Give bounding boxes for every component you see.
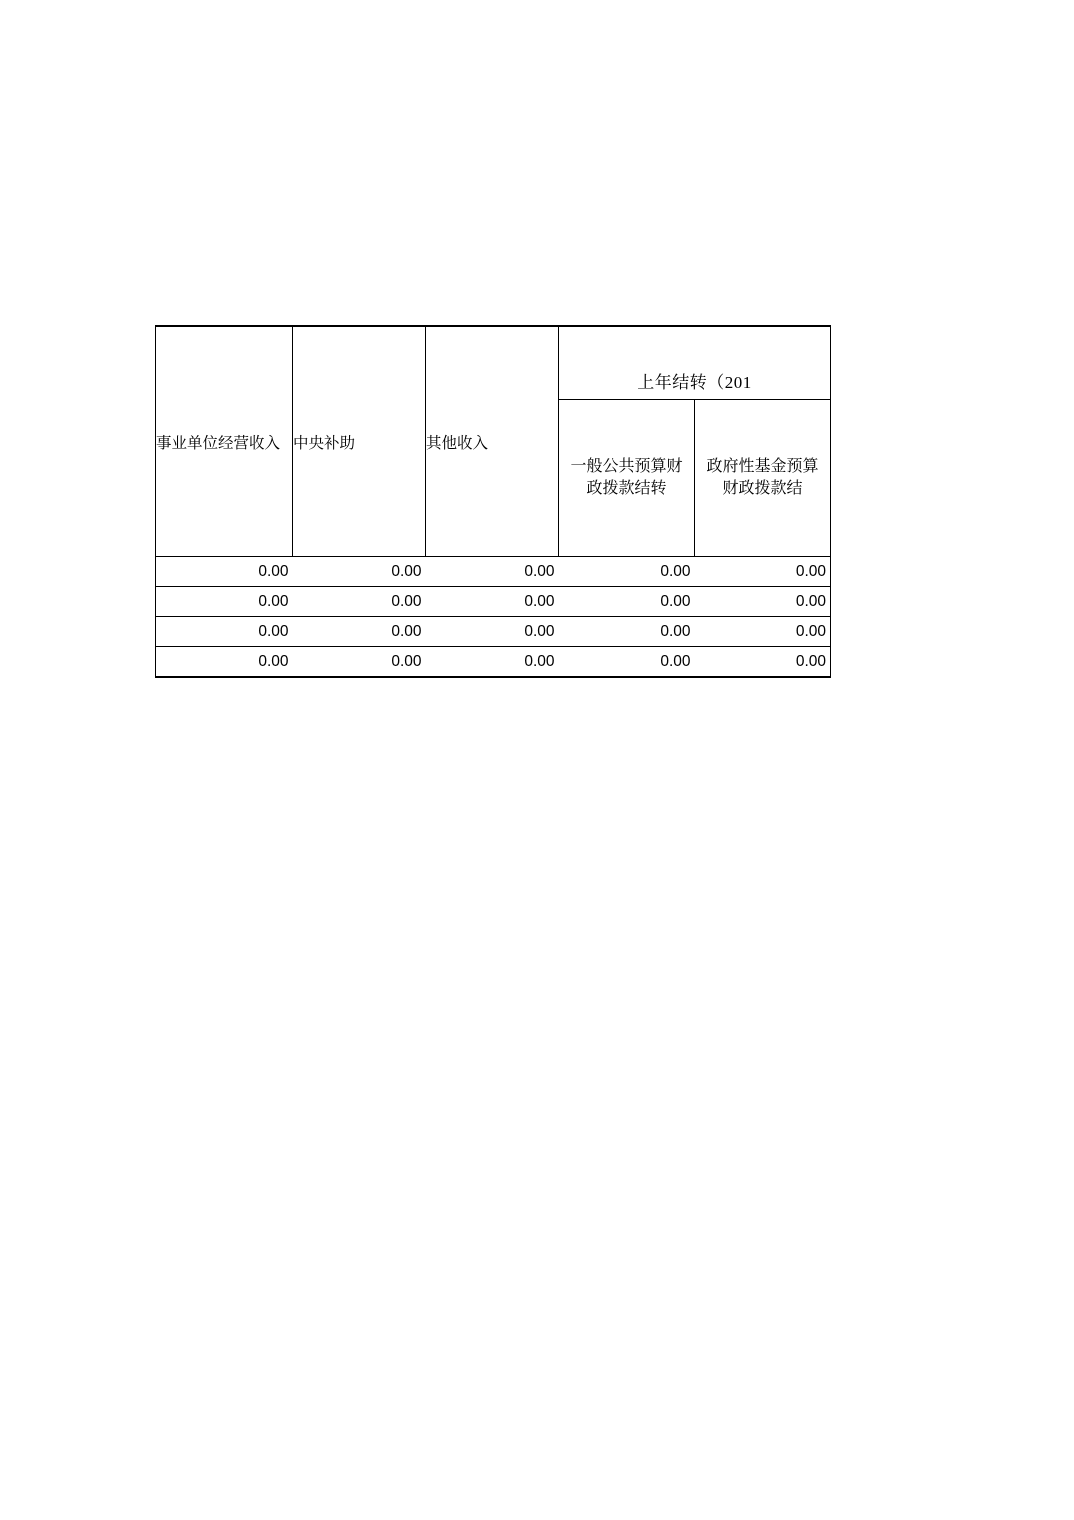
cell-other-income: 0.00 bbox=[426, 557, 559, 587]
cell-other-income: 0.00 bbox=[426, 587, 559, 617]
cell-carryover-general-public-budget: 0.00 bbox=[559, 557, 695, 587]
header-cell-carryover-government-fund-budget bbox=[695, 400, 831, 557]
cell-operating-income: 0.00 bbox=[156, 587, 293, 617]
table-group-header-row bbox=[156, 326, 831, 400]
table-row bbox=[156, 647, 831, 678]
cell-carryover-general-public-budget: 0.00 bbox=[559, 617, 695, 647]
cell-central-subsidy: 0.00 bbox=[293, 557, 426, 587]
cell-other-income: 0.00 bbox=[426, 647, 559, 678]
budget-table bbox=[155, 325, 831, 678]
cell-carryover-government-fund-budget: 0.00 bbox=[695, 557, 831, 587]
budget-table-container bbox=[155, 325, 830, 678]
table-row bbox=[156, 587, 831, 617]
header-label-other-income: 其他收入 bbox=[426, 434, 489, 452]
cell-carryover-government-fund-budget: 0.00 bbox=[695, 647, 831, 678]
cell-central-subsidy: 0.00 bbox=[293, 587, 426, 617]
header-cell-other-income bbox=[426, 326, 559, 557]
cell-central-subsidy: 0.00 bbox=[293, 647, 426, 678]
header-label-carryover-government-fund-budget: 政府性基金预算财政拨款结 bbox=[706, 457, 819, 497]
cell-operating-income: 0.00 bbox=[156, 617, 293, 647]
cell-operating-income: 0.00 bbox=[156, 557, 293, 587]
header-label-carryover-general-public-budget: 一般公共预算财政拨款结转 bbox=[570, 457, 683, 497]
table-row bbox=[156, 557, 831, 587]
header-cell-carryover-general-public-budget bbox=[559, 400, 695, 557]
header-cell-operating-income bbox=[156, 326, 293, 557]
header-label-carryover-group: 上年结转（201 bbox=[637, 372, 752, 392]
cell-carryover-government-fund-budget: 0.00 bbox=[695, 587, 831, 617]
cell-other-income: 0.00 bbox=[426, 617, 559, 647]
header-label-operating-income: 事业单位经营收入 bbox=[156, 434, 281, 452]
header-label-central-subsidy: 中央补助 bbox=[293, 434, 356, 452]
table-row bbox=[156, 617, 831, 647]
cell-central-subsidy: 0.00 bbox=[293, 617, 426, 647]
header-cell-carryover-group bbox=[559, 326, 831, 400]
header-cell-central-subsidy bbox=[293, 326, 426, 557]
cell-carryover-government-fund-budget: 0.00 bbox=[695, 617, 831, 647]
cell-carryover-general-public-budget: 0.00 bbox=[559, 647, 695, 678]
cell-carryover-general-public-budget: 0.00 bbox=[559, 587, 695, 617]
cell-operating-income: 0.00 bbox=[156, 647, 293, 678]
